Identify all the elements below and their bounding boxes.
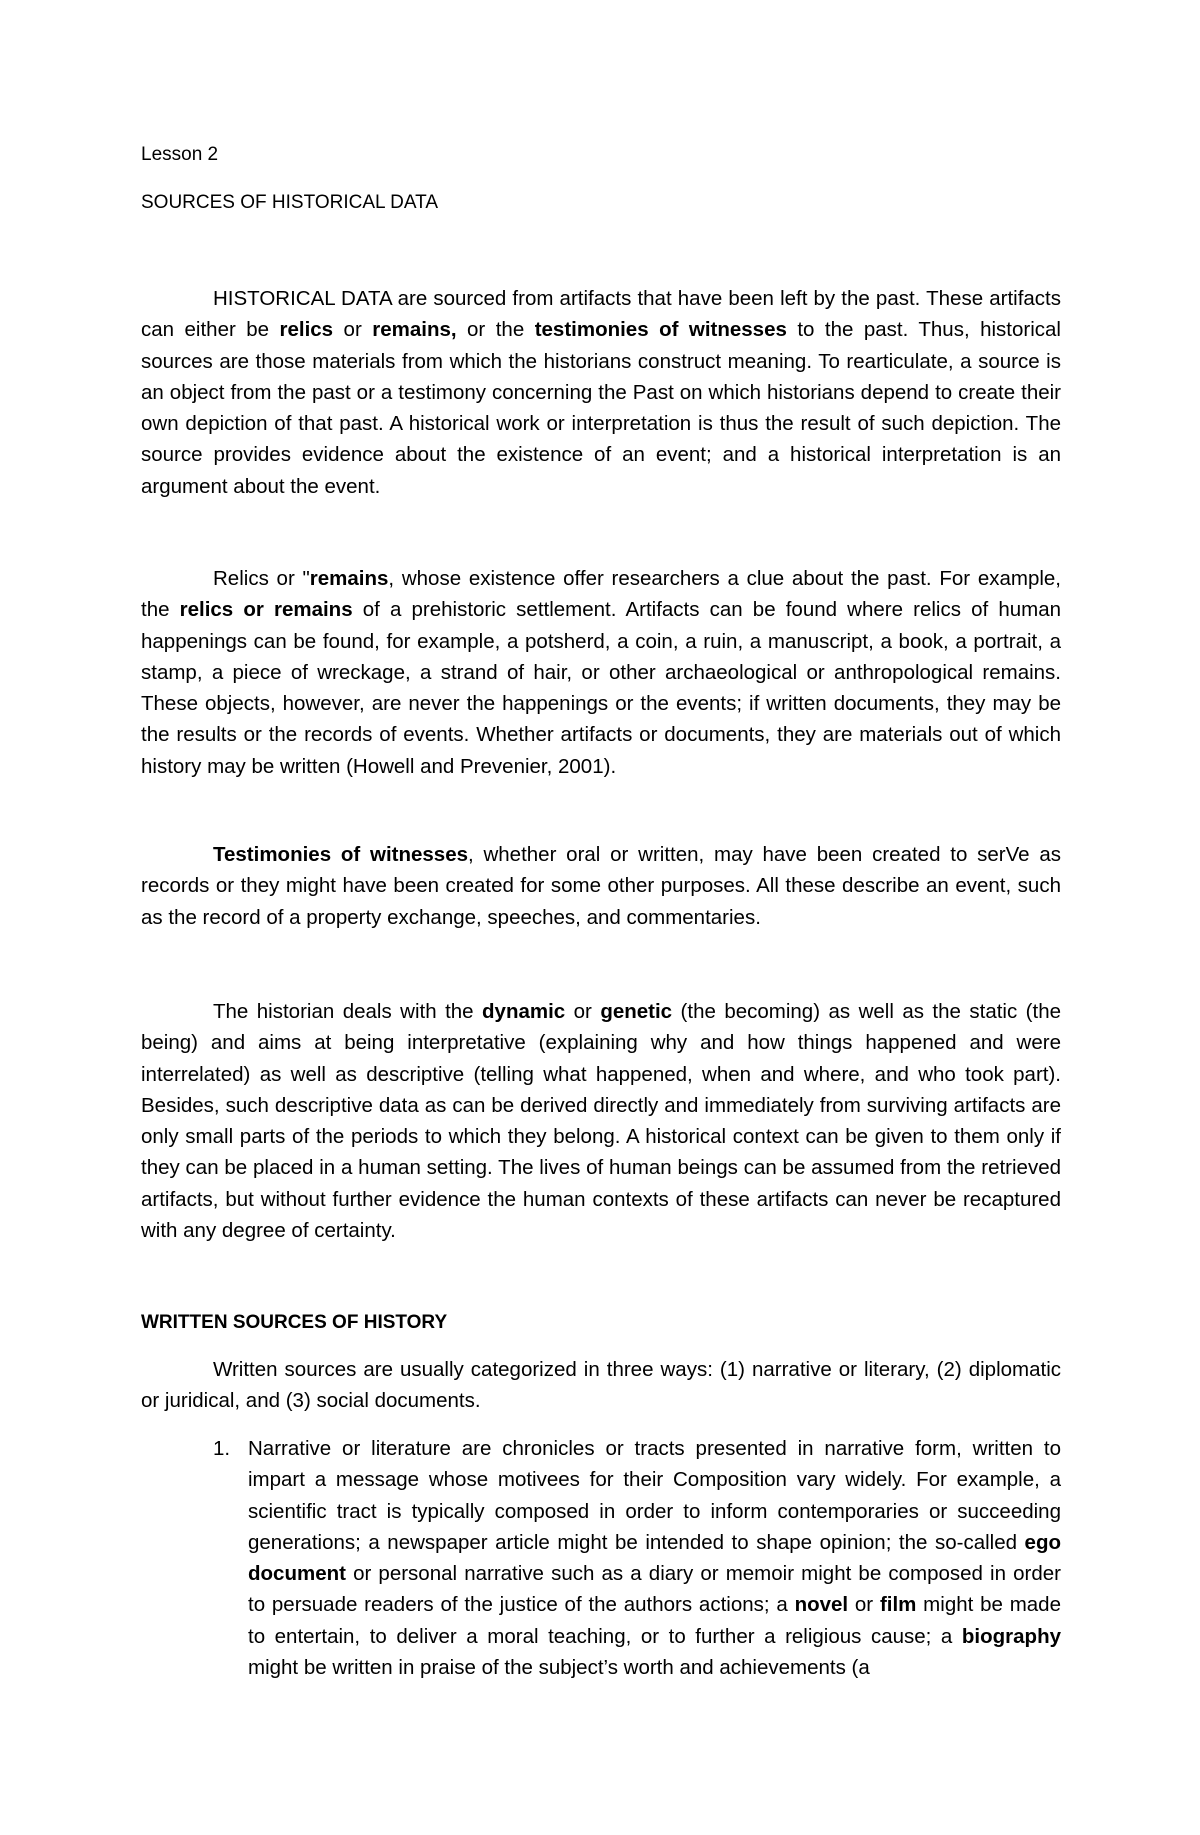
list-item-number: 1. — [213, 1437, 231, 1460]
text-run: HISTORICAL DATA are sourced from artifacts that have been left by the past. These artifacts can either be — [141, 287, 1061, 342]
bold-term: testimonies of witnesses — [534, 318, 787, 342]
text-run: of a prehistoric settlement. Artifacts can be found where relics of human happenings can be found, for example, a potsherd, a coin, a ruin, a manuscript, a book, a portrait, a stamp, a piece of wreckage, a strand of hair, or other archaeological or anthropological remains. These objects, however, are never the happenings or the events; if written documents, they may be the results or the records of events. Whether artifacts or documents, they are materials out of which history may be written (Howell and Prevenier, 2001). — [141, 598, 1061, 778]
bold-term: film — [879, 1593, 917, 1617]
text-run: , whether oral or written, may have been created to serVe as records or they might have been created for some other purposes. All these describe an event, such as the record of a property exchange, speeches, and commentaries. — [141, 843, 1061, 929]
paragraph-historical-data — [141, 283, 1061, 502]
bold-term: ego document — [248, 1530, 1061, 1586]
text-run: , whose existence offer researchers a clue about the past. For example, the — [141, 567, 1062, 622]
text-run: or the — [456, 318, 535, 342]
text-run: or — [333, 318, 373, 342]
text-run: to the past. Thus, historical sources are those materials from which the historians construct meaning. To rearticulate, a source is an object from the past or a testimony concerning the Past on which historians depend to create their own depiction of that past. A historical work or interpretation is thus the result of such depiction. The source provides evidence about the existence of an event; and a historical interpretation is an argument about the event. — [141, 318, 1061, 498]
lesson-label: Lesson 2 — [141, 144, 219, 165]
bold-term: remains — [309, 567, 389, 590]
section-heading-written-sources: WRITTEN SOURCES OF HISTORY — [141, 1312, 448, 1333]
bold-term: remains, — [372, 318, 457, 342]
list-item — [141, 1433, 1061, 1683]
bold-term: Testimonies of witnesses — [213, 843, 468, 866]
bold-term: relics — [279, 318, 334, 342]
written-sources-list — [141, 1433, 1061, 1683]
text-run: Narrative or literature are chronicles or tracts presented in narrative form, written to impart a message whose motivees for their Composition vary widely. For example, a scientific tract is typically composed in order to inform contemporaries or succeeding generations; a newspaper article might be intended to shape opinion; the so-called — [248, 1437, 1061, 1554]
bold-term: dynamic — [482, 1000, 566, 1023]
text-run: might be made to entertain, to deliver a moral teaching, or to further a religious cause; a — [248, 1593, 1061, 1648]
bold-term: relics or remains — [179, 598, 353, 622]
text-run: or — [565, 1000, 601, 1023]
list-item-text — [248, 1437, 1061, 1679]
text-run: or — [848, 1593, 880, 1617]
bold-term: genetic — [600, 1000, 673, 1023]
bold-term: novel — [794, 1593, 849, 1617]
paragraph-historian — [141, 996, 1061, 1246]
paragraph-written-sources-intro: Written sources are usually categorized in three ways: (1) narrative or literary, (2) diplomatic or juridical, and (3) social documents. — [141, 1358, 1061, 1413]
paragraph-relics — [141, 563, 1061, 782]
text-run: or personal narrative such as a diary or memoir might be composed in order to persuade readers of the justice of the authors actions; a — [248, 1562, 1061, 1617]
text-run: might be written in praise of the subject’s worth and achievements (a — [248, 1656, 870, 1680]
bold-term: biography — [961, 1624, 1061, 1648]
text-run: (the becoming) as well as the static (the being) and aims at being interpretative (explaining why and how things happened and were interrelated) as well as descriptive (telling what happened, when and where, and who took part). Besides, such descriptive data as can be derived directly and immediately from surviving artifacts are only small parts of the periods to which they belong. A historical context can be given to them only if they can be placed in a human setting. The lives of human beings can be assumed from the retrieved artifacts, but without further evidence the human contexts of these artifacts can never be recaptured with any degree of certainty. — [141, 1000, 1061, 1243]
page-title: SOURCES OF HISTORICAL DATA — [141, 192, 439, 213]
paragraph-testimonies — [141, 839, 1061, 933]
text-run: The historian deals with the — [213, 1000, 483, 1023]
text-run: Relics or " — [213, 567, 310, 590]
